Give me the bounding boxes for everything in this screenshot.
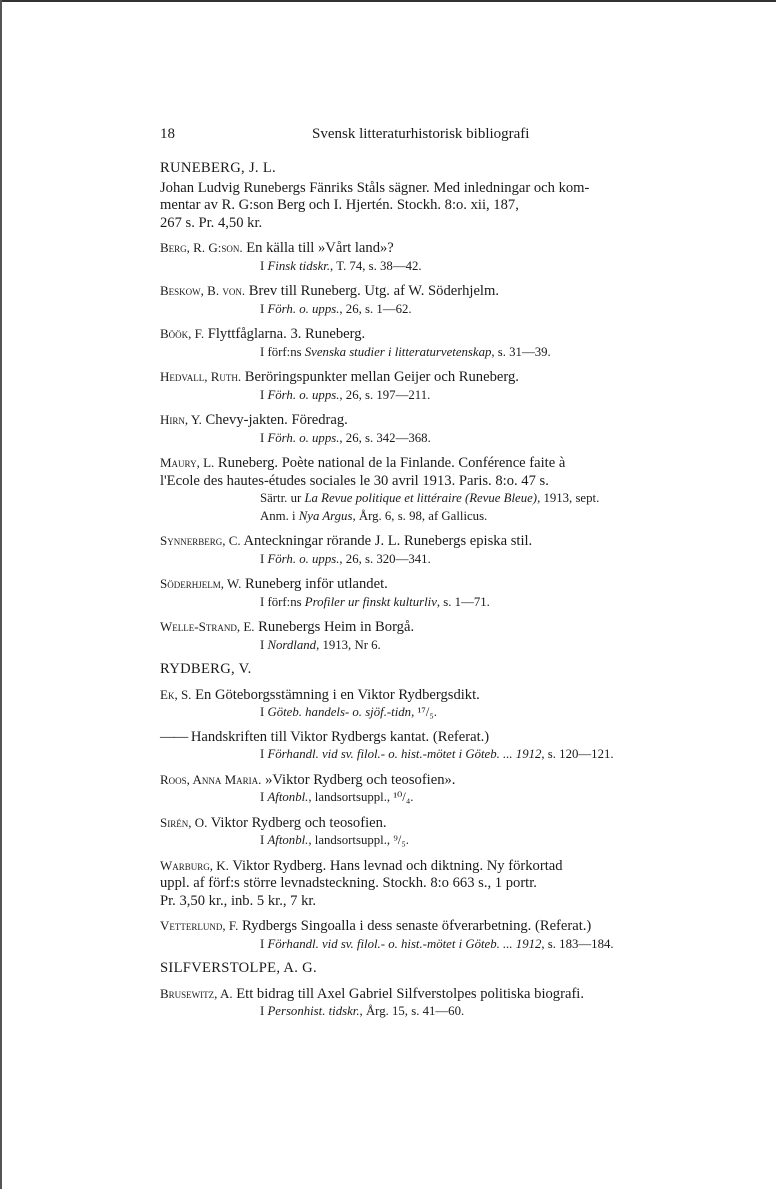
- entry-source: [200, 508, 692, 526]
- source-prefix: I: [260, 833, 268, 847]
- source-periodical: Svenska studier i litteraturvetenskap: [304, 344, 492, 359]
- bibliography-entry: [160, 454, 692, 525]
- source-details: , Årg. 6, s. 98, af Gallicus.: [352, 508, 488, 523]
- section-heading: RYDBERG, V.: [160, 661, 252, 677]
- source-prefix: I: [260, 1004, 268, 1018]
- section-heading: RUNEBERG, J. L.: [160, 160, 276, 176]
- main-entry: [160, 180, 692, 233]
- source-periodical: Göteb. handels- o. sjöf.-tidn: [267, 705, 412, 719]
- source-prefix: I: [260, 430, 268, 445]
- source-periodical: La Revue politique et littéraire (Revue Bleue): [304, 491, 538, 505]
- entry-source: [200, 490, 692, 508]
- source-details: , 26, s. 197—211.: [339, 387, 431, 402]
- main-entry-line: Johan Ludvig Runebergs Fänriks Ståls sägner. Med inledningar och kom-: [160, 179, 590, 196]
- entry-source: [200, 746, 692, 764]
- source-prefix: I: [260, 790, 268, 804]
- source-prefix: I förf:ns: [260, 344, 305, 359]
- bibliography-entry: [160, 857, 692, 911]
- entry-first-line: [160, 771, 692, 790]
- entry-first-line: [160, 985, 692, 1004]
- bibliography-entry: [160, 729, 692, 764]
- source-periodical: Förh. o. upps.: [267, 551, 340, 566]
- entry-title: Ett bidrag till Axel Gabriel Silfverstolpes politiska biografi.: [236, 985, 585, 1002]
- source-prefix: Anm. i: [260, 508, 299, 523]
- entry-author: Söderhjelm, W.: [160, 576, 242, 591]
- entry-first-line: [160, 325, 692, 344]
- entry-author: Maury, L.: [160, 455, 215, 470]
- entry-title: Chevy-jakten. Föredrag.: [205, 412, 348, 428]
- source-details: , 1913, Nr 6.: [316, 637, 381, 652]
- main-entry-line: mentar av R. G:son Berg och I. Hjertén. Stockh. 8:o. xii, 187,: [160, 197, 519, 213]
- source-prefix: I: [260, 258, 268, 273]
- source-details: , 26, s. 320—341.: [339, 551, 431, 566]
- entry-title: Handskriften till Viktor Rydbergs kantat. (Referat.): [190, 728, 490, 745]
- source-details: , s. 120—121.: [541, 747, 614, 761]
- source-periodical: Förhandl. vid sv. filol.- o. hist.-mötet i Göteb. ... 1912: [267, 747, 542, 761]
- entry-first-line: [160, 532, 692, 551]
- bibliography-entry: [160, 282, 692, 318]
- entry-title: En källa till »Vårt land»?: [246, 240, 394, 256]
- entry-title: En Göteborgsstämning i en Viktor Rydbergsdikt.: [195, 686, 480, 703]
- source-details: , s. 183—184.: [541, 936, 614, 951]
- bibliography-entry: [160, 917, 692, 953]
- entry-source: [200, 387, 692, 405]
- entry-author: ——: [160, 728, 188, 745]
- source-details: , landsortsuppl., ⁹/₅.: [308, 833, 409, 847]
- source-details: , 1913, sept.: [537, 491, 600, 505]
- entry-source: [200, 789, 692, 807]
- entry-author: Welle-Strand, E.: [160, 619, 255, 634]
- entry-source: [200, 594, 692, 612]
- entry-author: Sirén, O.: [160, 814, 208, 830]
- bibliography-entry: [160, 532, 692, 568]
- entry-author: Brusewitz, A.: [160, 985, 233, 1001]
- page-edge-left: [0, 0, 2, 1189]
- source-periodical: Förh. o. upps.: [267, 387, 340, 402]
- source-details: , 26, s. 342—368.: [339, 430, 431, 445]
- source-prefix: I: [260, 301, 268, 316]
- entry-author: Roos, Anna Maria.: [160, 771, 262, 787]
- main-entry-line: 267 s. Pr. 4,50 kr.: [160, 214, 263, 231]
- source-periodical: Förh. o. upps.: [267, 430, 340, 445]
- source-prefix: I: [260, 387, 268, 402]
- source-prefix: I: [260, 551, 268, 566]
- bibliography-entry: [160, 985, 692, 1021]
- source-periodical: Personhist. tidskr.: [267, 1004, 360, 1018]
- running-title: Svensk litteraturhistorisk bibliografi: [312, 126, 530, 142]
- source-prefix: I förf:ns: [260, 594, 305, 609]
- entry-title: Beröringspunkter mellan Geijer och Runeberg.: [244, 369, 519, 385]
- source-periodical: Aftonbl.: [267, 833, 309, 847]
- entry-first-line: [160, 411, 692, 430]
- entry-first-line: [160, 368, 692, 387]
- entry-author: Vetterlund, F.: [160, 918, 239, 933]
- source-details: , landsortsuppl., ¹⁰/₄.: [308, 790, 414, 804]
- entry-title-continued: uppl. af förf:s större levnadsteckning. Stockh. 8:o 663 s., 1 portr.: [160, 875, 537, 891]
- entry-first-line: [160, 239, 692, 258]
- entry-title: Viktor Rydberg och teosofien.: [210, 814, 387, 831]
- entry-title-continued: l'Ecole des hautes-études sociales le 30 avril 1913. Paris. 8:o. 47 s.: [160, 472, 549, 489]
- entry-source: [200, 637, 692, 655]
- entry-title: Runeberg inför utlandet.: [244, 576, 388, 592]
- bibliography-entry: [160, 686, 692, 722]
- source-prefix: I: [260, 747, 268, 761]
- entry-author: Berg, R. G:son.: [160, 240, 243, 255]
- source-details: , 26, s. 1—62.: [339, 301, 412, 316]
- entry-source: [200, 1003, 692, 1021]
- entry-title: Runeberg. Poète national de la Finlande. Conférence faite à: [217, 455, 566, 471]
- entry-first-line: [160, 814, 692, 833]
- source-prefix: I: [260, 705, 268, 719]
- entry-author: Warburg, K.: [160, 857, 229, 873]
- entry-author: Beskow, B. von.: [160, 283, 246, 298]
- source-prefix: I: [260, 637, 268, 652]
- entry-author: Böök, F.: [160, 326, 205, 341]
- source-periodical: Profiler ur finskt kulturliv: [304, 594, 437, 609]
- source-periodical: Aftonbl.: [267, 790, 309, 804]
- entry-first-line: [160, 917, 692, 936]
- bibliography-body: [160, 160, 692, 1021]
- bibliography-entry: [160, 618, 692, 654]
- entry-source: [200, 258, 692, 276]
- entry-author: Hirn, Y.: [160, 412, 202, 427]
- source-periodical: Förhandl. vid sv. filol.- o. hist.-mötet i Göteb. ... 1912: [267, 936, 542, 951]
- source-prefix: I: [260, 936, 268, 951]
- source-periodical: Förh. o. upps.: [267, 301, 340, 316]
- entry-first-line: [160, 686, 692, 705]
- entry-author: Synnerberg, C.: [160, 533, 241, 548]
- entry-source: [200, 704, 692, 722]
- source-periodical: Finsk tidskr.: [267, 258, 331, 273]
- entry-author: Ek, S.: [160, 686, 192, 702]
- section-heading: SILFVERSTOLPE, A. G.: [160, 960, 317, 976]
- entry-source: [200, 301, 692, 319]
- entry-first-line: [160, 575, 692, 594]
- bibliography-entry: [160, 771, 692, 807]
- bibliography-entry: [160, 575, 692, 611]
- entry-first-line: [160, 618, 692, 637]
- entry-source: [200, 832, 692, 850]
- entry-title-continued: Pr. 3,50 kr., inb. 5 kr., 7 kr.: [160, 892, 317, 909]
- entry-author: Hedvall, Ruth.: [160, 369, 242, 384]
- entry-title: Anteckningar rörande J. L. Runebergs episka stil.: [243, 533, 533, 549]
- entry-first-line: [160, 857, 692, 876]
- entry-title: »Viktor Rydberg och teosofien».: [265, 771, 456, 788]
- page-number: 18: [160, 126, 175, 142]
- bibliography-entry: [160, 814, 692, 850]
- source-prefix: Särtr. ur: [260, 491, 305, 505]
- source-periodical: Nya Argus: [298, 508, 353, 523]
- page-header: [160, 126, 690, 148]
- entry-title: Brev till Runeberg. Utg. af W. Söderhjelm.: [248, 283, 499, 299]
- source-details: , Årg. 15, s. 41—60.: [359, 1004, 465, 1018]
- source-details: , ¹⁷/₅.: [411, 705, 437, 719]
- source-details: , T. 74, s. 38—42.: [330, 258, 422, 273]
- entry-source: [200, 551, 692, 569]
- entry-title: Flyttfåglarna. 3. Runeberg.: [207, 326, 366, 342]
- entry-first-line: [160, 454, 692, 473]
- bibliography-entry: [160, 325, 692, 361]
- entry-title: Viktor Rydberg. Hans levnad och diktning. Ny förkortad: [232, 857, 563, 874]
- page-edge-top: [0, 0, 776, 2]
- entry-title: Rydbergs Singoalla i dess senaste öfverarbetning. (Referat.): [241, 918, 592, 934]
- entry-source: [200, 430, 692, 448]
- source-details: , s. 31—39.: [491, 344, 551, 359]
- source-details: , s. 1—71.: [436, 594, 490, 609]
- entry-title: Runebergs Heim in Borgå.: [258, 619, 415, 635]
- source-periodical: Nordland: [267, 637, 317, 652]
- entry-first-line: [160, 282, 692, 301]
- bibliography-entry: [160, 239, 692, 275]
- entry-source: [200, 936, 692, 954]
- entry-source: [200, 344, 692, 362]
- bibliography-entry: [160, 368, 692, 404]
- bibliography-entry: [160, 411, 692, 447]
- entry-first-line: [160, 728, 692, 747]
